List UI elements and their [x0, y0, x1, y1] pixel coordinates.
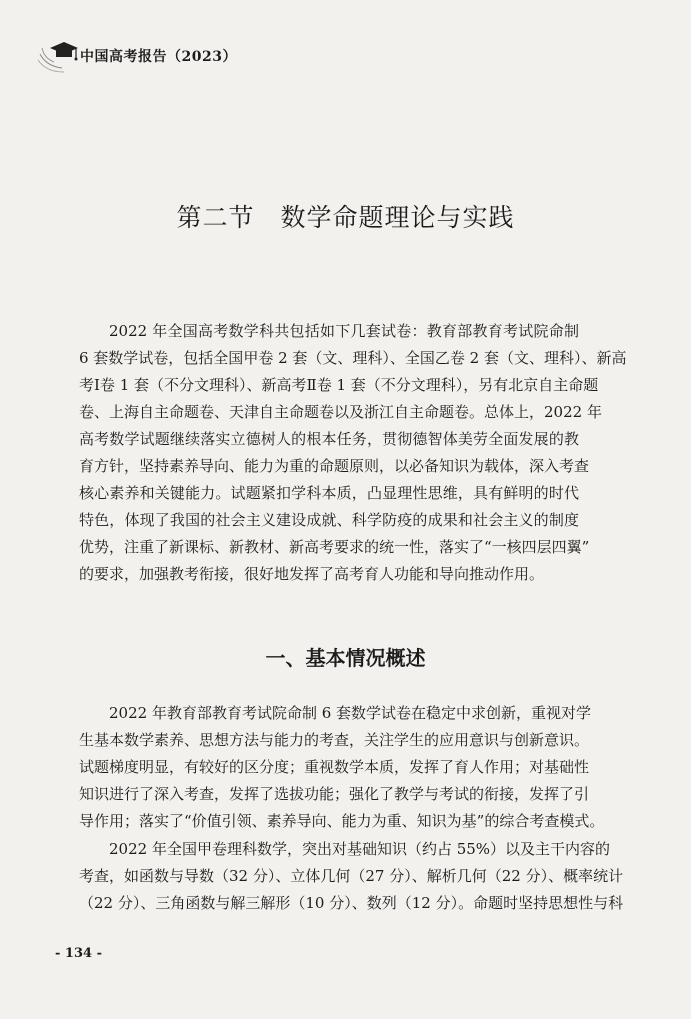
- paragraph-line: 2022 年全国甲卷理科数学，突出对基础知识（约占 55%）以及主干内容的: [109, 840, 611, 858]
- paragraph-line: 考查，如函数与导数（32 分）、立体几何（27 分）、解析几何（22 分）、概率统计: [79, 867, 624, 885]
- paragraph-line: 高考数学试题继续落实立德树人的根本任务，贯彻德智体美劳全面发展的教: [79, 430, 579, 448]
- paragraph-line: 卷、上海自主命题卷、天津自主命题卷以及浙江自主命题卷。总体上，2022 年: [79, 403, 602, 421]
- paragraph-line: 特色，体现了我国的社会主义建设成就、科学防疫的成果和社会主义的制度: [79, 511, 579, 529]
- running-header: [36, 36, 336, 76]
- section-title: 第二节 数学命题理论与实践: [176, 203, 515, 232]
- paragraph-line: 6 套数学试卷，包括全国甲卷 2 套（文、理科）、全国乙卷 2 套（文、理科）、新高: [79, 349, 627, 367]
- paragraph-line: 考Ⅰ卷 1 套（不分文理科）、新高考Ⅱ卷 1 套（不分文理科），另有北京自主命题: [79, 376, 599, 394]
- paragraph-line: 生基本数学素养、思想方法与能力的考查，关注学生的应用意识与创新意识。: [79, 731, 590, 749]
- paragraph-line: 2022 年教育部教育考试院命制 6 套数学试卷在稳定中求创新，重视对学: [109, 704, 592, 722]
- graduation-cap-icon: [36, 36, 80, 76]
- overview-paragraph: [79, 700, 605, 835]
- paragraph-line: 知识进行了深入考查，发挥了选拔功能；强化了教学与考试的衔接，发挥了引: [79, 785, 590, 803]
- paragraph-line: 的要求，加强教考衔接，很好地发挥了高考育人功能和导向推动作用。: [79, 565, 545, 583]
- paragraph-line: 育方针，坚持素养导向、能力为重的命题原则，以必备知识为载体，深入考查: [79, 457, 590, 475]
- paragraph-line: 试题梯度明显，有较好的区分度；重视数学本质，发挥了育人作用；对基础性: [79, 758, 590, 776]
- paragraph-line: 核心素养和关键能力。试题紧扣学科本质，凸显理性思维，具有鲜明的时代: [79, 484, 579, 502]
- paragraph-line: 导作用；落实了“价值引领、素养导向、能力为重、知识为基”的综合考查模式。: [79, 812, 605, 830]
- detail-paragraph: [79, 836, 624, 917]
- paragraph-line: 2022 年全国高考数学科共包括如下几套试卷：教育部教育考试院命制: [109, 322, 579, 340]
- paragraph-line: （22 分）、三角函数与解三解形（10 分）、数列（12 分）。命题时坚持思想性与科: [79, 894, 624, 912]
- paragraph-line: 优势，注重了新课标、新教材、新高考要求的统一性，落实了“一核四层四翼”: [79, 538, 590, 556]
- subsection-heading: 一、基本情况概述: [265, 646, 426, 670]
- header-title: 中国高考报告（2023）: [80, 49, 237, 65]
- intro-paragraph: [79, 318, 627, 588]
- page-number: - 134 -: [55, 946, 102, 961]
